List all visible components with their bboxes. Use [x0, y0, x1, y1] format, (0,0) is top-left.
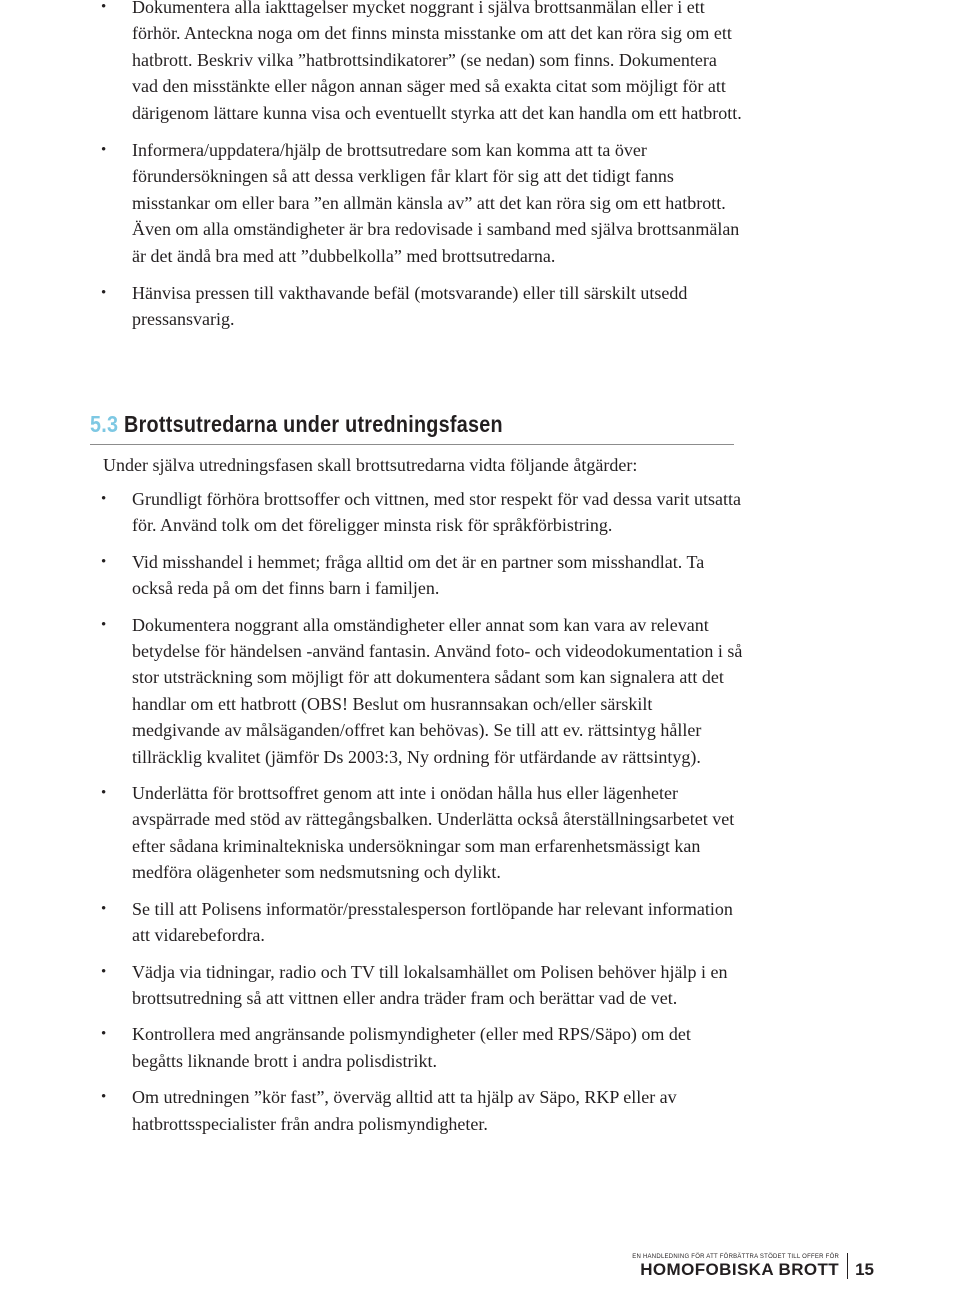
heading-divider — [90, 444, 734, 445]
list-item: • Vid misshandel i hemmet; fråga alltid om det är en partner som misshandlat. Ta också reda på om det finns barn i familjen. — [132, 549, 744, 602]
list-item: • Hänvisa pressen till vakthavande befäl (motsvarande) eller till särskilt utsedd pressansvarig. — [132, 280, 744, 333]
list-item: • Kontrollera med angränsande polismyndigheter (eller med RPS/Säpo) om det begåtts liknande brott i andra polisdistrikt. — [132, 1021, 744, 1074]
bullet-list-actions — [132, 486, 744, 1137]
footer-titles — [632, 1253, 847, 1279]
section-title: Brottsutredarna under utredningsfasen — [124, 411, 503, 437]
list-item: • Grundligt förhöra brottsoffer och vittnen, med stor respekt för vad dessa varit utsatta för. Använd tolk om det föreligger minsta risk för språkförbistring. — [132, 486, 744, 539]
list-item: • Underlätta för brottsoffret genom att inte i onödan hålla hus eller lägenheter avspärrade med stöd av rättegångsbalken. Underlätta också återställningsarbetet vet efter sådana kriminaltekniska undersökningar som man erfarenhetsmässigt kan medföra olägenheter som nedsmutsning och dylikt. — [132, 780, 744, 886]
list-item: • Dokumentera alla iakttagelser mycket noggrant i själva brottsanmälan eller i ett förhör. Anteckna noga om det finns minsta misstanke om att det kan röra sig om ett hatbrott. Beskriv vilka ”hatbrottsindikatorer” (se nedan) som finns. Dokumentera vad den misstänkte eller någon annan säger med så exakta citat som möjligt för att därigenom lättare kunna visa och eventuellt styrka att det kan handla om ett hatbrott. — [132, 0, 744, 126]
page-number: 15 — [855, 1260, 874, 1279]
section-heading — [90, 409, 503, 439]
page-footer — [632, 1253, 874, 1279]
bullet-list-top — [132, 0, 744, 333]
list-item: • Vädja via tidningar, radio och TV till lokalsamhället om Polisen behöver hjälp i en brottsutredning så att vittnen eller andra träder fram och berättar vad de vet. — [132, 959, 744, 1012]
list-item: • Se till att Polisens informatör/presstalesperson fortlöpande har relevant information att vidarebefordra. — [132, 896, 744, 949]
list-item: • Dokumentera noggrant alla omständigheter eller annat som kan vara av relevant betydelse för händelsen -använd fantasin. Använd foto- och videodokumentation i så stor utsträckning som möjligt för att dokumentera sådant som kan signalera att det handlar om ett hatbrott (OBS! Beslut om husrannsakan och/eller särskilt medgivande av målsäganden/offret kan behövas). Se till att ev. rättsintyg håller tillräcklig kvalitet (jämför Ds 2003:3, Ny ordning för utfärdande av rättsintyg). — [132, 612, 744, 770]
footer-subtitle: EN HANDLEDNING FÖR ATT FÖRBÄTTRA STÖDET TILL OFFER FÖR — [632, 1254, 840, 1260]
list-item: • Om utredningen ”kör fast”, överväg alltid att ta hjälp av Säpo, RKP eller av hatbrottsspecialister från andra polismyndigheter. — [132, 1084, 744, 1137]
list-item: • Informera/uppdatera/hjälp de brottsutredare som kan komma att ta över förundersökningen så att dessa verkligen får klart för sig att det tidigt fanns misstankar om eller bara ”en allmän känsla av” att det kan röra sig om ett hatbrott. Även om alla omständigheter är bra redovisade i samband med själva brottsanmälan är det ändå bra med att ”dubbelkolla” med brottsutredarna. — [132, 137, 744, 269]
section-intro: Under själva utredningsfasen skall brottsutredarna vidta följande åtgärder: — [103, 455, 638, 475]
section-number: 5.3 — [90, 411, 119, 437]
footer-title: HOMOFOBISKA BROTT — [640, 1260, 840, 1279]
